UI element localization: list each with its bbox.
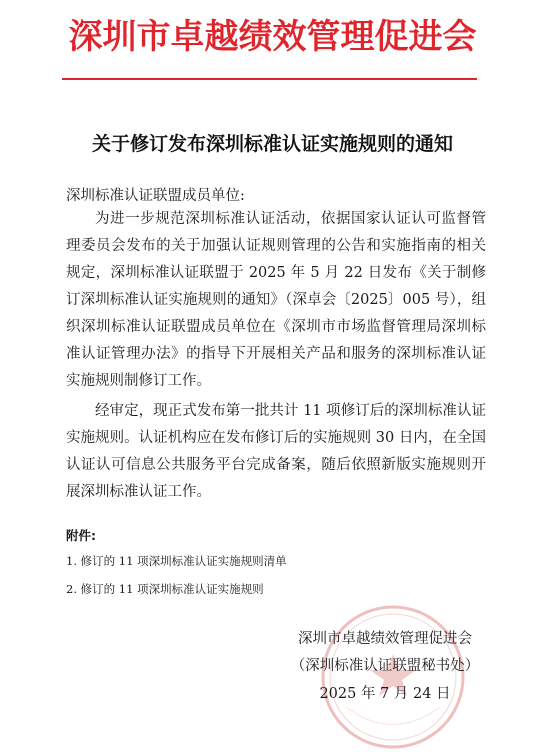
signature-secretariat: （深圳标准认证联盟秘书处）	[290, 658, 480, 674]
attachment-item-2: 2. 修订的 11 项深圳标准认证实施规则	[66, 582, 264, 596]
body-paragraph-1: 为进一步规范深圳标准认证活动，依据国家认证认可监督管理委员会发布的关于加强认证规则管理的公告和实施指南的相关规定，深圳标准认证联盟于 2025 年 5 月 22 日发布《关于制修订深圳标准认证实施规则的通知》（深卓会〔2025〕005 号），组织深圳标准认证联盟成员单位在《深圳市市场监督管理局深圳标准认证管理办法》的指导下开展相关产品和服务的深圳标准认证实施规则制修订工作。	[66, 211, 486, 389]
body-paragraph-2: 经审定，现正式发布第一批共计 11 项修订后的深圳标准认证实施规则。认证机构应在发布修订后的实施规则 30 日内，在全国认证认可信息公共服务平台完成备案，随后依照新版实施规则开展深圳标准认证工作。	[66, 403, 486, 500]
salutation: 深圳标准认证联盟成员单位:	[66, 188, 245, 204]
signature-organization: 深圳市卓越绩效管理促进会	[298, 631, 472, 647]
notice-title: 关于修订发布深圳标准认证实施规则的通知	[91, 133, 453, 155]
signature-date: 2025 年 7 月 24 日	[319, 686, 451, 702]
attachments-heading: 附件:	[66, 528, 96, 543]
masthead-org-name: 深圳市卓越绩效管理促进会	[68, 17, 477, 57]
masthead-red-rule	[62, 78, 477, 80]
attachment-item-1: 1. 修订的 11 项深圳标准认证实施规则清单	[66, 554, 287, 568]
